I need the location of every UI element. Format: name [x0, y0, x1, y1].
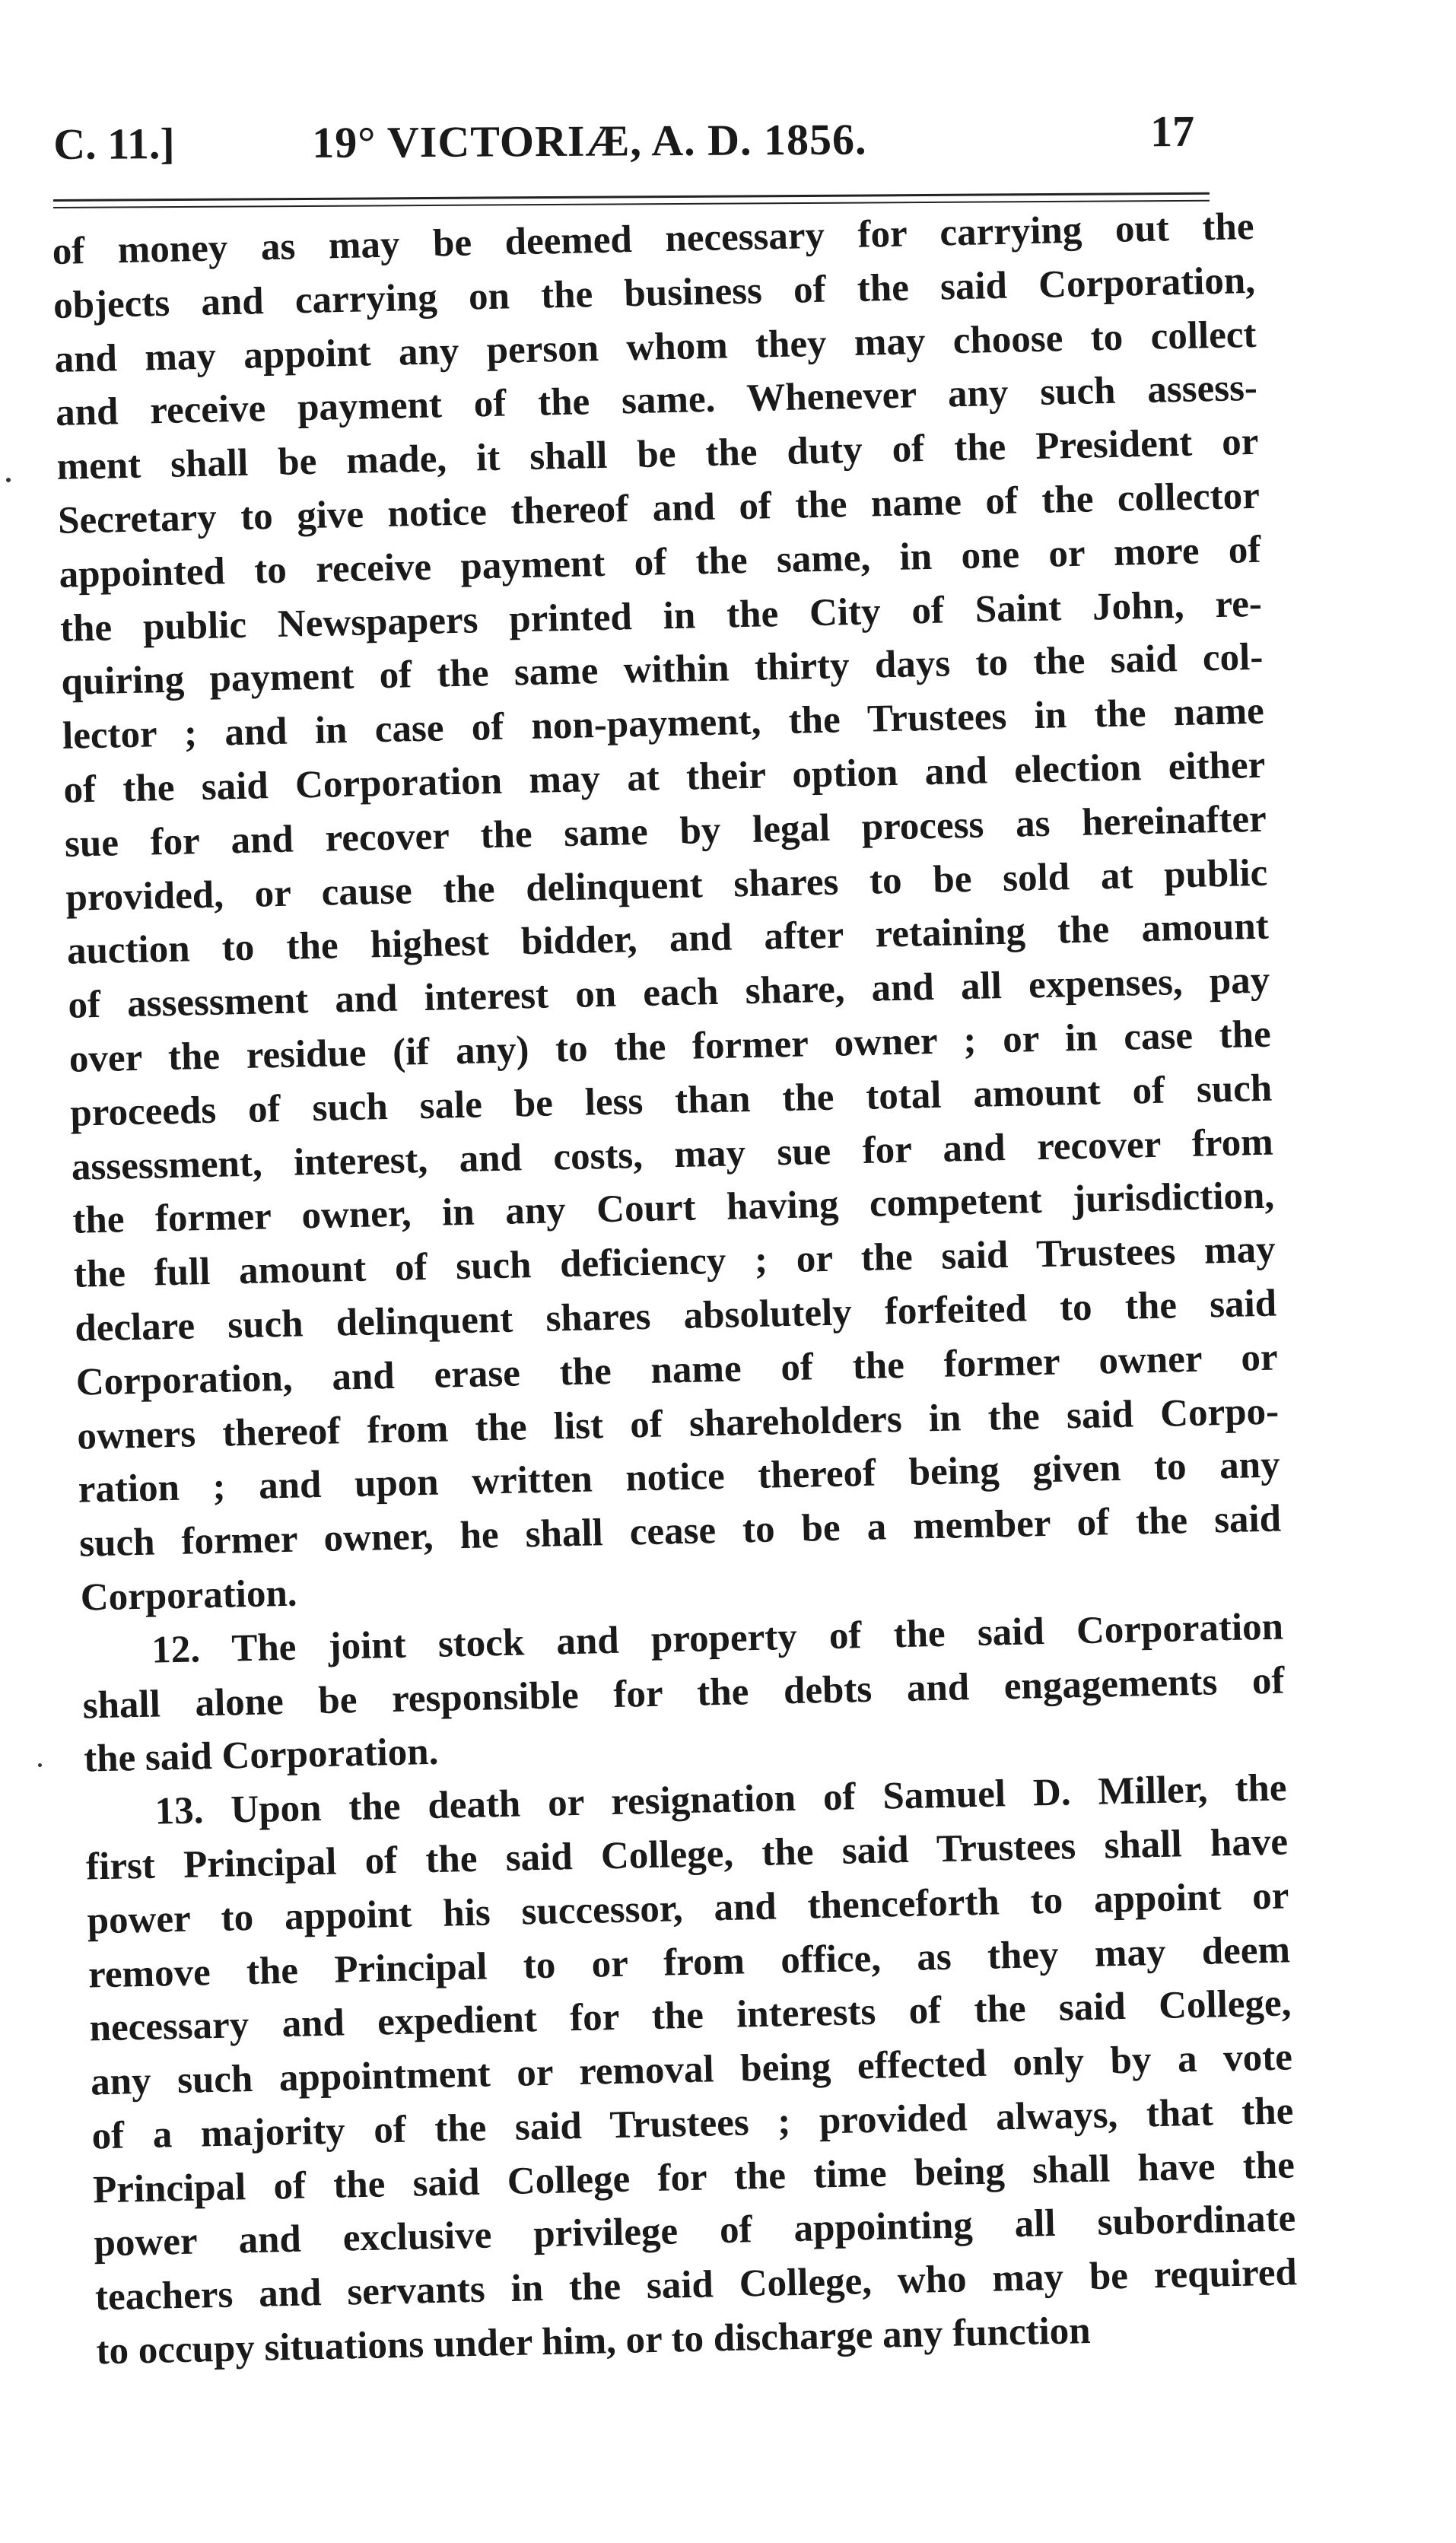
text-line: auction to the highest bidder, and after retaining the amount: [66, 905, 1270, 974]
text-line: such former owner, he shall cease to be a member of the said: [78, 1497, 1282, 1566]
text-line: first Principal of the said College, the said Trustees shall have: [85, 1820, 1289, 1889]
text-line: objects and carrying on the business of the said Corporation,: [52, 259, 1256, 327]
text-line: and receive payment of the same. Whenever any such assess-: [55, 367, 1258, 435]
text-line: appointed to receive payment of the same, in one or more of: [59, 528, 1261, 596]
text-line: Principal of the said College for the time being shall have the: [92, 2144, 1295, 2212]
text-line: the public Newspapers printed in the City of Saint John, re-: [59, 582, 1263, 650]
text-line: over the residue (if any) to the former owner ; or in case the: [68, 1012, 1272, 1081]
text-line: ment shall be made, it shall be the duty of the President or: [56, 421, 1259, 489]
text-line: remove the Principal to or from office, as they may deem: [87, 1928, 1291, 1996]
running-header: [53, 107, 1210, 198]
text-line: 12. The joint stock and property of the said Corporation: [151, 1605, 1284, 1672]
page-number: 17: [1149, 106, 1195, 157]
text-line: owners thereof from the list of shareholders in the said Corpo-: [76, 1390, 1280, 1458]
text-line: sue for and recover the same by legal process as hereinafter: [64, 797, 1267, 866]
text-line: 13. Upon the death or resignation of Samuel D. Miller, the: [154, 1766, 1287, 1833]
text-line: assessment, interest, and costs, may sue for and recover from: [71, 1121, 1274, 1189]
text-line: the full amount of such deficiency ; or the said Trustees may: [73, 1228, 1276, 1296]
text-line: quiring payment of the same within thirty days to the said col-: [61, 636, 1264, 704]
text-line: of the said Corporation may at their option and election either: [62, 743, 1266, 812]
chapter-number: C. 11.]: [53, 119, 175, 169]
text-line: shall alone be responsible for the debts and engagements of: [82, 1659, 1286, 1728]
text-line: the former owner, in any Court having competent jurisdiction,: [72, 1174, 1275, 1243]
text-line: of money as may be deemed necessary for carrying out the: [52, 205, 1254, 273]
text-line: declare such delinquent shares absolutely forfeited to the said: [74, 1282, 1277, 1350]
text-line: necessary and expedient for the interests of the said College,: [89, 1982, 1292, 2050]
page-title: 19° VICTORIÆ, A. D. 1856.: [312, 114, 867, 167]
text-line: Corporation, and erase the name of the former owner or: [75, 1336, 1279, 1404]
text-line: proceeds of such sale be less than the total amount of such: [69, 1066, 1273, 1135]
text-line: of a majority of the said Trustees ; provided always, that the: [91, 2090, 1294, 2158]
text-line: to occupy situations under him, or to discharge any function: [95, 2309, 1092, 2373]
text-line: Corporation.: [80, 1572, 298, 1620]
text-line: and may appoint any person whom they may choose to collect: [54, 313, 1257, 381]
print-speck: [38, 1763, 42, 1767]
text-line: of assessment and interest on each share, and all expenses, pay: [67, 958, 1270, 1027]
text-line: the said Corporation.: [83, 1731, 439, 1781]
text-line: teachers and servants in the said College, who may be required: [94, 2251, 1298, 2319]
print-speck: [6, 478, 11, 482]
text-line: lector ; and in case of non-payment, the Trustees in the name: [62, 689, 1265, 758]
text-line: power to appoint his successor, and thenceforth to appoint or: [87, 1874, 1289, 1943]
text-line: Secretary to give notice thereof and of the name of the collector: [57, 474, 1260, 542]
text-line: power and exclusive privilege of appointing all subordinate: [94, 2197, 1296, 2265]
text-line: provided, or cause the delinquent shares to be sold at public: [65, 851, 1268, 920]
text-line: ration ; and upon written notice thereof being given to any: [78, 1443, 1281, 1511]
body-text: [52, 200, 1299, 2379]
text-line: any such appointment or removal being effected only by a vote: [90, 2036, 1293, 2104]
